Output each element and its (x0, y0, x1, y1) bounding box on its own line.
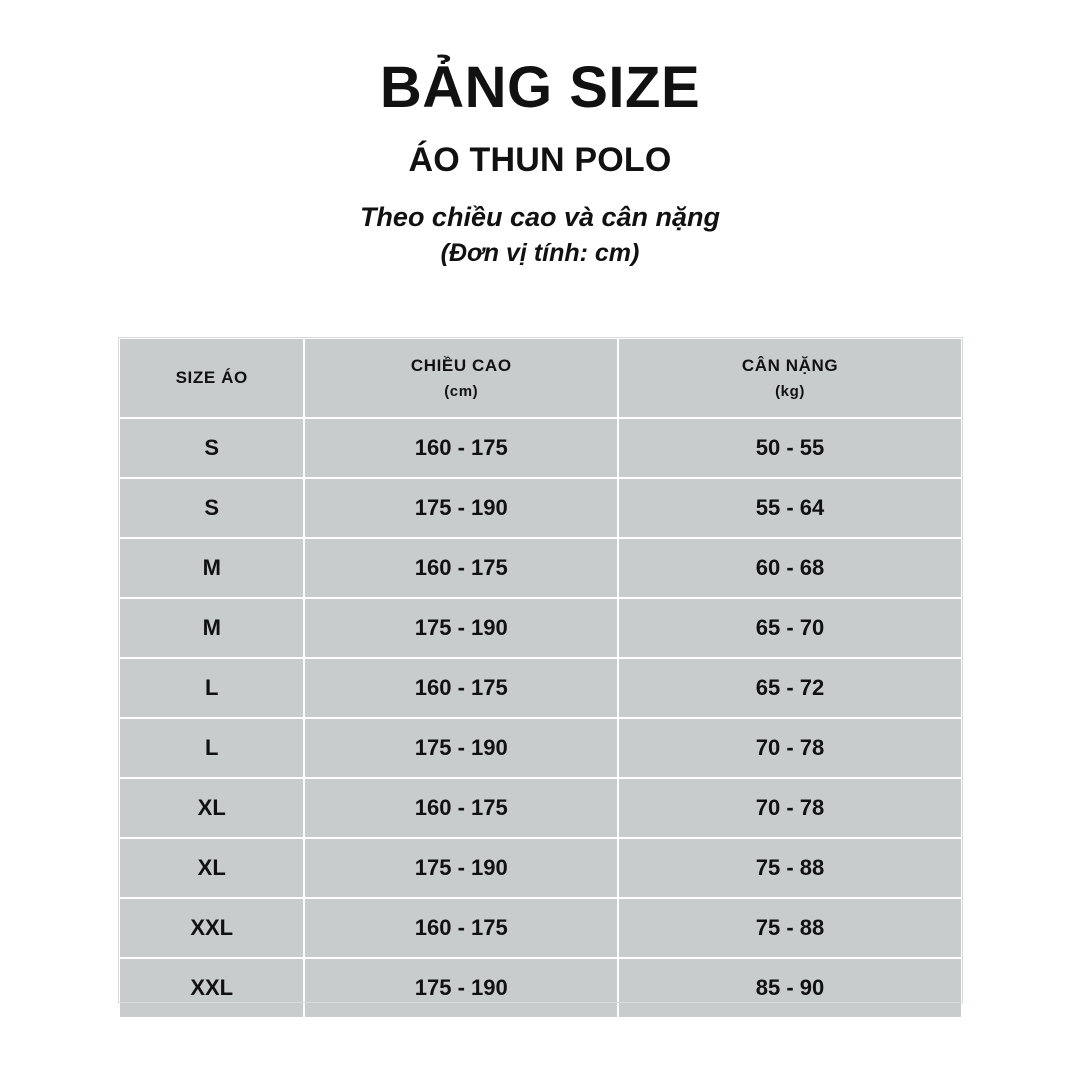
table-header (119, 338, 962, 418)
table-row (119, 478, 962, 538)
table-header-row (119, 338, 962, 418)
cell-height: 160 - 175 (304, 778, 618, 838)
cell-weight: 85 - 90 (618, 958, 962, 1018)
column-header-size-label: SIZE ÁO (175, 368, 248, 387)
table-body (119, 418, 962, 1018)
page-title: BẢNG SIZE (379, 55, 701, 120)
cell-weight: 75 - 88 (618, 898, 962, 958)
column-header-height-unit: (cm) (444, 383, 479, 400)
cell-weight: 55 - 64 (618, 478, 962, 538)
table-row (119, 718, 962, 778)
column-header-weight-label: CÂN NẶNG (741, 356, 839, 375)
cell-weight: 65 - 72 (618, 658, 962, 718)
cell-height: 175 - 190 (304, 478, 618, 538)
column-header-weight (618, 338, 962, 418)
cell-size: M (119, 538, 304, 598)
cell-size: S (119, 418, 304, 478)
tagline-primary: Theo chiều cao và cân nặng (359, 201, 721, 232)
cell-size: XL (119, 778, 304, 838)
cell-weight: 65 - 70 (618, 598, 962, 658)
cell-size: XXL (119, 958, 304, 1018)
size-table-container (118, 337, 963, 1019)
cell-weight: 50 - 55 (618, 418, 962, 478)
header (0, 0, 1080, 268)
table-row (119, 898, 962, 958)
cell-height: 175 - 190 (304, 838, 618, 898)
table-row (119, 778, 962, 838)
table-row (119, 838, 962, 898)
cell-height: 160 - 175 (304, 898, 618, 958)
column-header-size (119, 338, 304, 418)
cell-size: XL (119, 838, 304, 898)
cell-size: L (119, 658, 304, 718)
tagline-unit: (Đơn vị tính: cm) (440, 238, 640, 267)
cell-height: 175 - 190 (304, 718, 618, 778)
page-subtitle: ÁO THUN POLO (408, 140, 672, 179)
cell-size: M (119, 598, 304, 658)
cell-height: 160 - 175 (304, 658, 618, 718)
table-row (119, 958, 962, 1018)
size-table (118, 337, 963, 1019)
table-row (119, 598, 962, 658)
cell-height: 160 - 175 (304, 538, 618, 598)
column-header-weight-unit: (kg) (775, 383, 805, 400)
cell-height: 175 - 190 (304, 598, 618, 658)
cell-height: 160 - 175 (304, 418, 618, 478)
cell-weight: 60 - 68 (618, 538, 962, 598)
cell-size: L (119, 718, 304, 778)
table-row (119, 658, 962, 718)
table-row (119, 538, 962, 598)
cell-weight: 70 - 78 (618, 778, 962, 838)
table-row (119, 418, 962, 478)
column-header-height (304, 338, 618, 418)
cell-height: 175 - 190 (304, 958, 618, 1018)
column-header-height-label: CHIỀU CAO (410, 356, 512, 375)
cell-size: S (119, 478, 304, 538)
cell-weight: 75 - 88 (618, 838, 962, 898)
cell-weight: 70 - 78 (618, 718, 962, 778)
cell-size: XXL (119, 898, 304, 958)
